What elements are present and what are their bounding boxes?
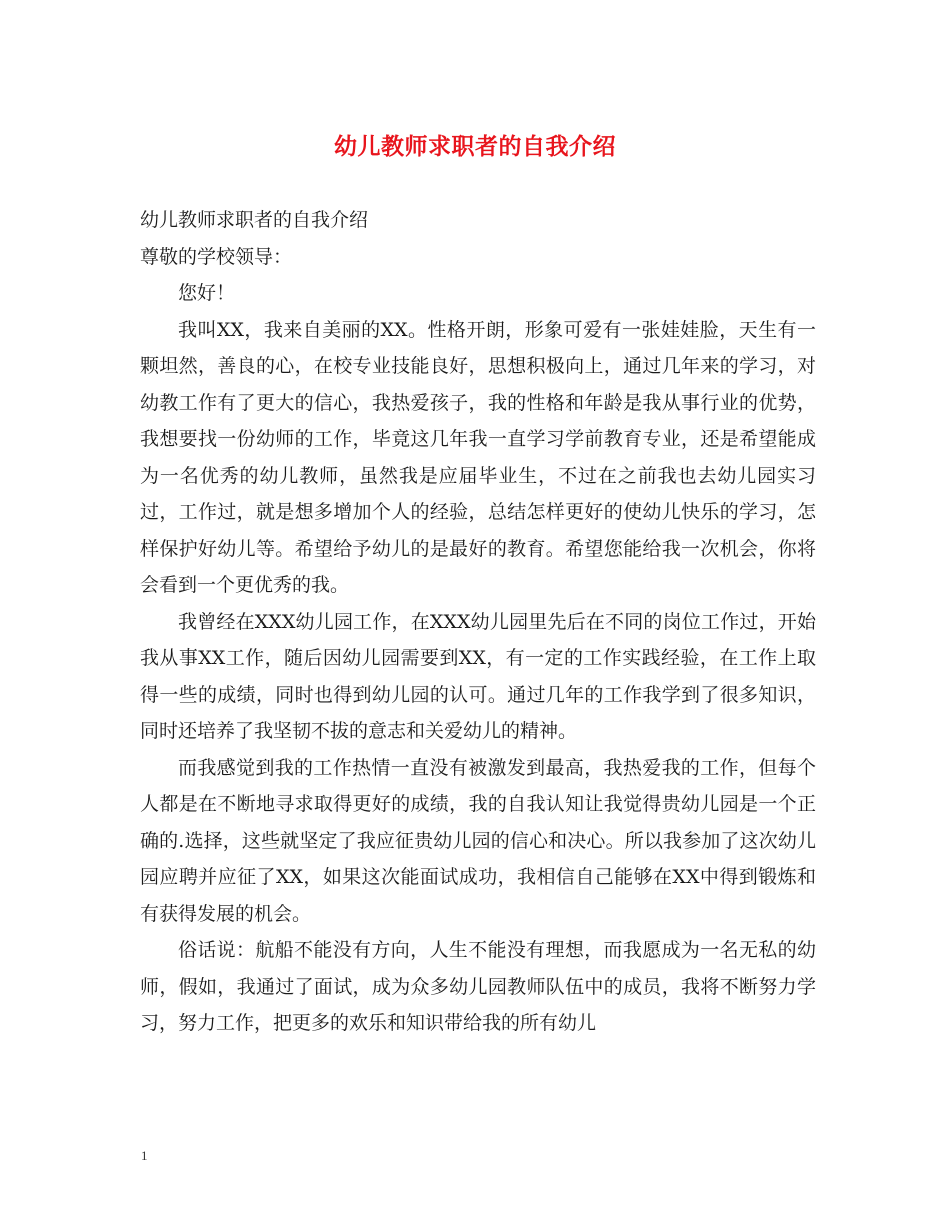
salutation-line: 尊敬的学校领导：	[140, 245, 293, 268]
body-paragraph-4: 俗话说：航船不能没有方向，人生不能没有理想，而我愿成为一名无私的幼师，假如，我通过了面试，成为众多幼儿园教师队伍中的成员，我将不断努力学习，努力工作，把更多的欢乐和知识带给我的所有幼儿	[140, 939, 816, 1034]
greeting-line: 您好！	[178, 282, 236, 304]
document-title: 幼儿教师求职者的自我介绍	[334, 133, 616, 160]
body-paragraph-2: 我曾经在XXX幼儿园工作，在XXX幼儿园里先后在不同的岗位工作过，开始我从事XX工作，随后因幼儿园需要到XX，有一定的工作实践经验，在工作上取得一些的成绩，同时也得到幼儿园的认可。通过几年的工作我学到了很多知识，同时还培养了我坚韧不拔的意志和关爱幼儿的精神。	[140, 610, 816, 742]
body-paragraph-1: 我叫XX，我来自美丽的XX。性格开朗，形象可爱有一张娃娃脸，天生有一颗坦然，善良的心，在校专业技能良好，思想积极向上，通过几年来的学习，对幼教工作有了更大的信心，我热爱孩子，我的性格和年龄是我从事行业的优势，我想要找一份幼师的工作，毕竟这几年我一直学习学前教育专业，还是希望能成为一名优秀的幼儿教师，虽然我是应届毕业生，不过在之前我也去幼儿园实习过，工作过，就是想多增加个人的经验，总结怎样更好的使幼儿快乐的学习，怎样保护好幼儿等。希望给予幼儿的是最好的教育。希望您能给我一次机会，你将会看到一个更优秀的我。	[140, 318, 816, 596]
page-number: 1	[141, 1148, 148, 1163]
document-body	[140, 202, 816, 1042]
subtitle-line: 幼儿教师求职者的自我介绍	[140, 209, 369, 231]
body-paragraph-3: 而我感觉到我的工作热情一直没有被激发到最高，我热爱我的工作，但每个人都是在不断地寻求取得更好的成绩，我的自我认知让我觉得贵幼儿园是一个正确的.选择，这些就坚定了我应征贵幼儿园的信心和决心。所以我参加了这次幼儿园应聘并应征了XX，如果这次能面试成功，我相信自己能够在XX中得到锻炼和有获得发展的机会。	[140, 756, 816, 925]
